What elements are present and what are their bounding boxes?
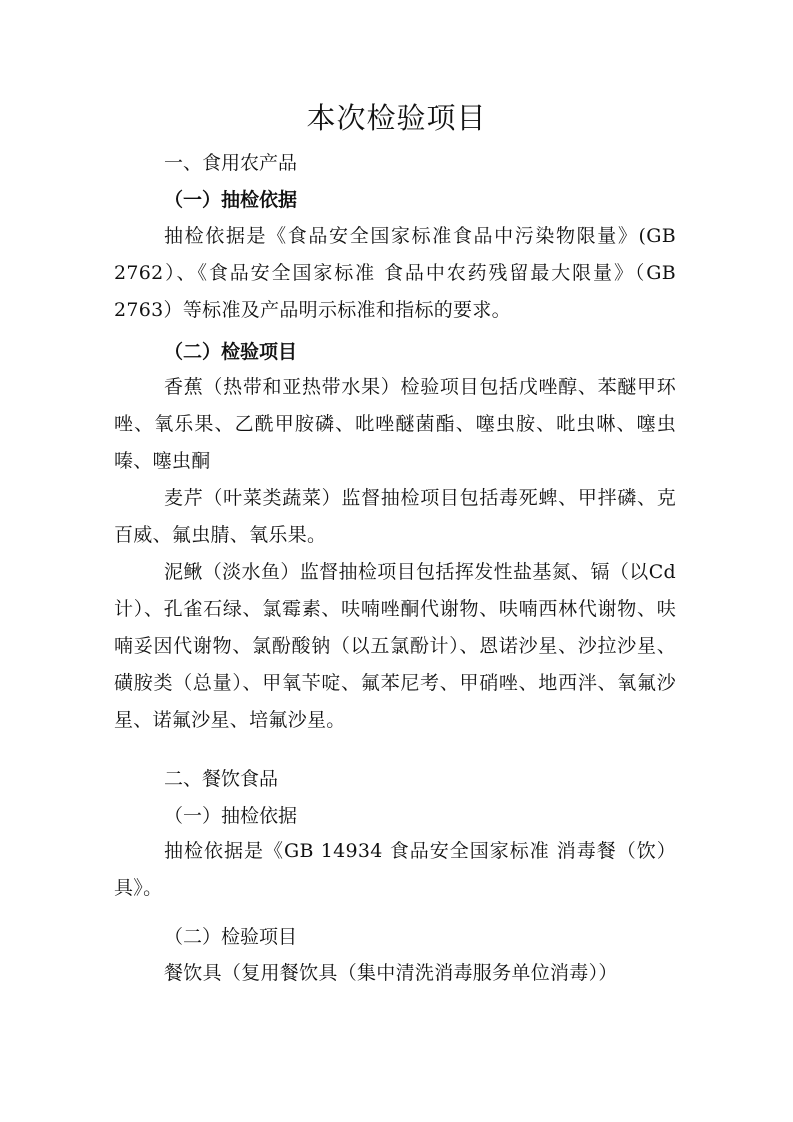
paragraph-sampling-basis: 抽检依据是《食品安全国家标准食品中污染物限量》(GB 2762）、《食品安全国家标准 食品中农药残留最大限量》（GB 2763）等标准及产品明示标准和指标的要求。 [114, 225, 676, 321]
subheading-test-items: （二）检验项目 [164, 341, 298, 363]
subheading-catering-basis: （一）抽检依据 [164, 805, 298, 827]
page-title: 本次检验项目 [306, 101, 487, 135]
paragraph-banana-items: 香蕉（热带和亚热带水果）检验项目包括戊唑醇、苯醚甲环唑、氧乐果、乙酰甲胺磷、吡唑醚菌酯、噻虫胺、吡虫啉、噻虫嗪、噻虫酮 [114, 376, 676, 472]
section-heading-agricultural: 一、食用农产品 [164, 152, 298, 174]
paragraph-celery-items: 麦芹（叶菜类蔬菜）监督抽检项目包括毒死蜱、甲拌磷、克百威、氟虫腈、氧乐果。 [114, 487, 676, 546]
paragraph-catering-basis: 抽检依据是《GB 14934 食品安全国家标准 消毒餐（饮）具》。 [114, 840, 676, 899]
subheading-sampling-basis: （一）抽检依据 [164, 189, 298, 211]
paragraph-loach-items: 泥鳅（淡水鱼）监督抽检项目包括挥发性盐基氮、镉（以Cd 计）、孔雀石绿、氯霉素、呋喃唑酮代谢物、呋喃西林代谢物、呋喃妥因代谢物、氯酚酸钠（以五氯酚计）、恩诺沙星、沙拉沙星、磺胺类（总量）、甲氧苄啶、氟苯尼考、甲硝唑、地西泮、氧氟沙星、诺氟沙星、培氟沙星。 [114, 561, 676, 731]
paragraph-catering-items: 餐饮具（复用餐饮具（集中清洗消毒服务单位消毒）） [164, 962, 618, 984]
section-heading-catering: 二、餐饮食品 [164, 768, 279, 790]
subheading-catering-items: （二）检验项目 [164, 926, 298, 948]
